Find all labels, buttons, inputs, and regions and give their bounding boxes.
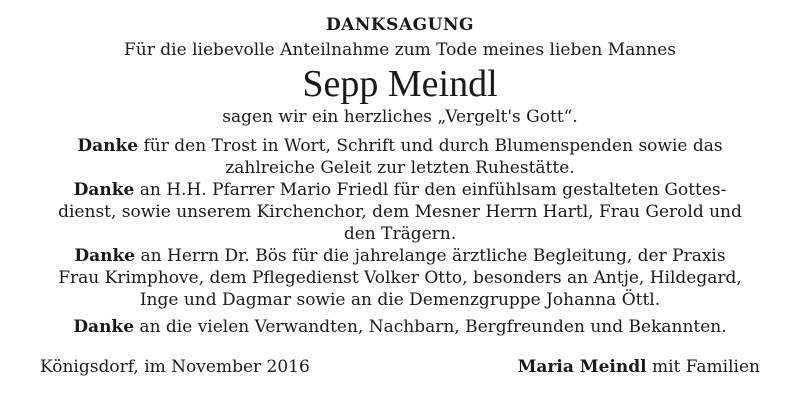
paragraph-line: den Trägern. <box>343 224 457 244</box>
paragraph-line: Frau Krimphove, dem Pflegedienst Volker Otto, besonders an Antje, Hildegard, <box>58 268 742 288</box>
thanks-paragraph-4 <box>40 316 760 338</box>
paragraph-line: dienst, sowie unserem Kirchenchor, dem Mesner Herrn Hartl, Frau Gerold und <box>58 202 742 222</box>
thanks-lead: Danke <box>74 246 136 266</box>
thanks-lead: Danke <box>73 317 135 337</box>
paragraph-line: an die vielen Verwandten, Nachbarn, Bergfreunden und Bekannten. <box>134 317 727 337</box>
paragraph-line: an H.H. Pfarrer Mario Friedl für den einfühlsam gestalteten Gottes- <box>134 180 727 200</box>
thanks-paragraph-2 <box>40 179 760 245</box>
intro-text: Für die liebevolle Anteilnahme zum Tode meines lieben Mannes <box>124 40 676 60</box>
thanks-line: sagen wir ein herzliches „Vergelt's Gott“. <box>222 107 578 127</box>
thanks-lead: Danke <box>77 136 139 156</box>
place-date: Königsdorf, im November 2016 <box>40 357 310 377</box>
thanks-lead: Danke <box>73 180 135 200</box>
notice-heading: DANKSAGUNG <box>325 15 475 35</box>
paragraph-line: an Herrn Dr. Bös für die jahrelange ärztliche Begleitung, der Praxis <box>135 246 726 266</box>
signer-suffix: mit Familien <box>646 357 760 377</box>
paragraph-line: Inge und Dagmar sowie an die Demenzgruppe Johanna Öttl. <box>139 290 661 310</box>
thanks-paragraph-3 <box>40 245 760 311</box>
signer-name: Maria Meindl <box>517 357 647 377</box>
paragraph-line: für den Trost in Wort, Schrift und durch Blumenspenden sowie das <box>138 136 723 156</box>
notice-footer <box>40 356 760 378</box>
thanks-paragraph-1 <box>40 135 760 179</box>
signature <box>518 356 760 378</box>
paragraph-line: zahlreiche Geleit zur letzten Ruhestätte. <box>225 158 575 178</box>
deceased-name: Sepp Meindl <box>302 63 498 105</box>
